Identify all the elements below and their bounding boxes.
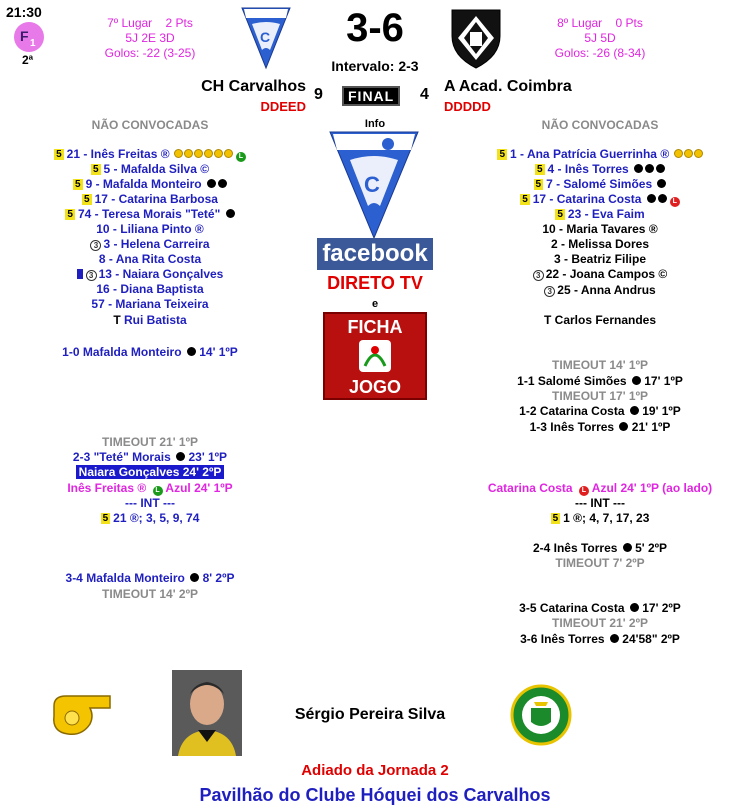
goal-scorer: 1-2 Catarina Costa	[519, 404, 625, 418]
away-absent-heading: NÃO CONVOCADAS	[541, 118, 659, 132]
goal-time: 23' 1ºP	[188, 450, 228, 464]
away-goals: Golos: -26 (8-34)	[554, 46, 646, 60]
player-name[interactable]: 17 - Catarina Costa	[532, 192, 642, 206]
goal-icon	[630, 406, 639, 415]
and-separator: e	[371, 298, 379, 310]
goal-icon	[190, 573, 199, 582]
home-player-row	[0, 162, 300, 176]
goal-scorer: 2-3 "Teté" Morais	[72, 450, 171, 464]
foul-dot-icon	[694, 149, 703, 158]
goal-scorer: 3-4 Mafalda Monteiro	[65, 571, 185, 585]
home-player-row	[0, 207, 300, 221]
goal-time: 5' 2ºP	[635, 541, 668, 555]
direto-tv-link[interactable]: DIRETO TV	[327, 273, 423, 293]
ficha-jogo-link[interactable]	[323, 312, 427, 400]
goal-time: 14' 1ºP	[199, 345, 238, 359]
goal-icon	[226, 209, 235, 218]
player-name[interactable]: 7 - Salomé Simões	[546, 177, 653, 191]
player-name[interactable]: 74 - Teresa Morais "Teté"	[77, 207, 221, 221]
away-timeout: TIMEOUT 21' 2ºP	[552, 616, 648, 630]
home-fouls: 9	[314, 86, 323, 103]
goal-icon	[647, 194, 656, 203]
away-goal-event	[450, 420, 750, 434]
foul-dot-icon	[224, 149, 233, 158]
federation-logo	[510, 684, 572, 749]
foul-dot-icon	[194, 149, 203, 158]
foul-dot-icon	[214, 149, 223, 158]
home-form: DDEED	[260, 99, 306, 114]
player-name[interactable]: 2 - Melissa Dores	[550, 237, 650, 251]
yellow-card-icon: 5	[499, 149, 506, 160]
goal-scorer: 1-3 Inês Torres	[529, 420, 615, 434]
home-goals: Golos: -22 (3-25)	[104, 46, 196, 60]
interval-players: 1 ®; 4, 7, 17, 23	[563, 511, 650, 525]
away-player-row	[450, 162, 750, 176]
red-card-icon: L	[670, 197, 680, 207]
yellow-card-icon: 5	[67, 209, 73, 220]
home-player-row	[0, 237, 300, 251]
home-timeout: TIMEOUT 21' 1ºP	[102, 435, 198, 449]
yellow-card-icon: 5	[75, 179, 81, 190]
away-blue-card-event	[450, 481, 750, 496]
away-interval-players	[450, 511, 750, 525]
away-player-row	[450, 177, 750, 191]
final-label: FINAL	[342, 86, 400, 106]
home-absent-heading: NÃO CONVOCADAS	[91, 118, 209, 132]
home-goal-event	[0, 571, 300, 585]
away-player-row	[450, 252, 750, 266]
three-badge-icon: 3	[86, 270, 97, 281]
home-blue-card-event	[0, 481, 300, 496]
player-name[interactable]: 4 - Inês Torres	[547, 162, 629, 176]
away-record: 5J 5D	[584, 31, 616, 45]
final-status	[342, 88, 400, 104]
goal-time: 21' 1ºP	[631, 420, 671, 434]
yellow-card-icon: 5	[535, 179, 542, 190]
halftime-score: Intervalo: 2-3	[331, 58, 419, 74]
three-badge-icon: 3	[90, 240, 101, 251]
green-card-icon: L	[236, 152, 246, 162]
home-highlight-event	[0, 465, 300, 479]
away-goal-event	[450, 632, 750, 646]
svg-text:F: F	[20, 28, 29, 44]
goal-scorer: 3-6 Inês Torres	[520, 632, 605, 646]
goal-icon	[656, 164, 665, 173]
player-name[interactable]: 23 - Eva Faim	[567, 207, 645, 221]
coach-icon: T	[113, 313, 121, 327]
blue-card-icon	[77, 269, 83, 279]
away-timeout: TIMEOUT 17' 1ºP	[552, 389, 648, 403]
coach-name[interactable]: Rui Batista	[124, 313, 187, 327]
goal-time: 17' 1ºP	[644, 374, 683, 388]
foul-dot-icon	[184, 149, 193, 158]
away-interval-label: --- INT ---	[575, 496, 625, 510]
player-name[interactable]: 22 - Joana Campos ©	[545, 267, 668, 281]
interval-players: 21 ®; 3, 5, 9, 74	[113, 511, 200, 525]
yellow-card-icon: 5	[522, 194, 528, 205]
foul-dot-icon	[174, 149, 183, 158]
home-player-row	[0, 222, 300, 236]
red-card-icon: L	[579, 486, 589, 496]
schedule-note: Adiado da Jornada 2	[301, 762, 449, 779]
three-badge-icon: 3	[533, 270, 544, 281]
svg-text:C: C	[364, 172, 380, 197]
goal-icon	[658, 194, 667, 203]
goal-time: 19' 1ºP	[642, 404, 681, 418]
away-player-row	[450, 207, 750, 221]
player-name[interactable]: 17 - Catarina Barbosa	[94, 192, 218, 206]
goal-icon	[187, 347, 196, 356]
away-form: DDDDD	[444, 99, 491, 114]
home-team-name[interactable]: CH Carvalhos	[201, 78, 306, 95]
goal-icon	[632, 376, 641, 385]
info-link[interactable]: Info	[364, 118, 386, 130]
away-player-row	[450, 283, 750, 297]
whistle-icon	[46, 686, 118, 741]
goal-scorer: 3-5 Catarina Costa	[519, 601, 625, 615]
away-goal-event	[450, 404, 750, 418]
player-name[interactable]: 10 - Maria Tavares ®	[542, 222, 658, 236]
yellow-card-icon: 5	[102, 513, 109, 524]
green-card-icon: L	[153, 486, 163, 496]
player-name[interactable]: 3 - Beatriz Filipe	[553, 252, 647, 266]
yellow-card-icon: 5	[552, 513, 559, 524]
yellow-card-icon: 5	[536, 164, 543, 175]
away-goal-event	[450, 541, 750, 555]
away-coach-row	[450, 313, 750, 327]
away-stats	[530, 16, 670, 61]
goal-icon	[218, 179, 227, 188]
goal-icon	[645, 164, 654, 173]
goal-icon	[610, 634, 619, 643]
blue-card-text: Azul 24' 1ºP	[165, 481, 233, 495]
away-rank: 8º Lugar	[557, 16, 603, 30]
foul-dot-icon	[674, 149, 683, 158]
jogo-label: JOGO	[348, 377, 401, 397]
goal-icon	[619, 422, 628, 431]
player-name[interactable]: 9 - Mafalda Monteiro	[85, 177, 202, 191]
ficha-label: FICHA	[347, 317, 403, 337]
ficha-emblem-icon	[325, 338, 425, 374]
away-player-row	[450, 147, 750, 161]
blue-card-player: Catarina Costa	[487, 481, 573, 495]
away-player-row	[450, 222, 750, 236]
player-name[interactable]: 8 - Ana Rita Costa	[98, 252, 202, 266]
goal-scorer: 2-4 Inês Torres	[532, 541, 618, 555]
away-goal-event	[450, 601, 750, 615]
player-name[interactable]: 3 - Helena Carreira	[103, 237, 210, 251]
venue-name: Pavilhão do Clube Hóquei dos Carvalhos	[199, 785, 551, 805]
away-team-name[interactable]: A Acad. Coimbra	[444, 78, 572, 95]
match-time: 21:30	[6, 4, 42, 20]
away-fouls: 4	[420, 86, 429, 103]
yellow-card-icon: 5	[84, 194, 90, 205]
svg-text:C: C	[260, 29, 271, 45]
away-player-row	[450, 192, 750, 207]
home-team-crest[interactable]	[240, 6, 292, 73]
foul-dot-icon	[204, 149, 213, 158]
away-goal-event	[450, 374, 750, 388]
goal-icon	[207, 179, 216, 188]
away-player-row	[450, 267, 750, 281]
away-timeout: TIMEOUT 7' 2ºP	[555, 556, 645, 570]
home-points: 2 Pts	[165, 16, 193, 30]
home-crest-large[interactable]	[328, 130, 420, 243]
home-stats	[80, 16, 220, 61]
player-name[interactable]: 1 - Ana Patrícia Guerrinha ®	[510, 147, 670, 161]
away-timeout: TIMEOUT 14' 1ºP	[552, 358, 648, 372]
goal-icon	[630, 603, 639, 612]
blue-card-player: Inês Freitas ®	[67, 481, 147, 495]
player-name[interactable]: 5 - Mafalda Silva ©	[103, 162, 210, 176]
blue-card-text: Azul 24' 1ºP (ao lado)	[591, 481, 713, 495]
yellow-card-icon: 5	[56, 149, 62, 160]
referee-photo	[172, 670, 242, 756]
home-interval-label: --- INT ---	[125, 496, 175, 510]
player-name[interactable]: 10 - Liliana Pinto ®	[96, 222, 204, 236]
away-team-crest[interactable]	[448, 6, 504, 73]
home-player-row	[0, 297, 300, 311]
home-player-row	[0, 282, 300, 296]
player-name[interactable]: 16 - Diana Baptista	[96, 282, 204, 296]
goal-time: 8' 2ºP	[202, 571, 235, 585]
goal-scorer: 1-1 Salomé Simões	[517, 374, 627, 388]
goal-time: 24'58" 2ºP	[622, 632, 680, 646]
home-player-row	[0, 192, 300, 206]
round-number: 2ª	[22, 53, 34, 67]
home-interval-players	[0, 511, 300, 525]
svg-text:1: 1	[30, 38, 36, 49]
three-badge-icon: 3	[544, 286, 555, 297]
player-name[interactable]: 13 - Naiara Gonçalves	[98, 267, 224, 281]
goal-icon	[176, 452, 185, 461]
home-player-row	[0, 267, 300, 281]
home-record: 5J 2E 3D	[125, 31, 175, 45]
highlighted-event: Naiara Gonçalves 24' 2ºP	[76, 465, 225, 479]
coach-name[interactable]: Carlos Fernandes	[554, 313, 657, 327]
referee-name: Sérgio Pereira Silva	[294, 706, 446, 723]
coach-icon: T	[543, 313, 552, 327]
foul-dot-icon	[684, 149, 693, 158]
yellow-card-icon: 5	[557, 209, 563, 220]
competition-logo	[14, 22, 44, 52]
home-goal-event	[0, 450, 300, 464]
goal-icon	[657, 179, 666, 188]
home-player-row	[0, 177, 300, 191]
home-player-row	[0, 252, 300, 266]
away-points: 0 Pts	[615, 16, 643, 30]
away-player-row	[450, 237, 750, 251]
home-goal-event	[0, 345, 300, 359]
home-timeout: TIMEOUT 14' 2ºP	[102, 587, 198, 601]
home-coach-row	[0, 313, 300, 327]
facebook-logo[interactable]: facebook	[317, 238, 433, 270]
goal-icon	[634, 164, 643, 173]
player-name[interactable]: 21 - Inês Freitas ®	[66, 147, 170, 161]
home-player-row	[0, 147, 300, 162]
goal-scorer: 1-0 Mafalda Monteiro	[62, 345, 182, 359]
player-name[interactable]: 57 - Mariana Teixeira	[91, 297, 209, 311]
goal-icon	[623, 543, 632, 552]
final-score: 3-6	[346, 6, 404, 50]
player-name[interactable]: 25 - Anna Andrus	[557, 283, 656, 297]
goal-time: 17' 2ºP	[642, 601, 681, 615]
yellow-card-icon: 5	[92, 164, 99, 175]
home-rank: 7º Lugar	[107, 16, 153, 30]
